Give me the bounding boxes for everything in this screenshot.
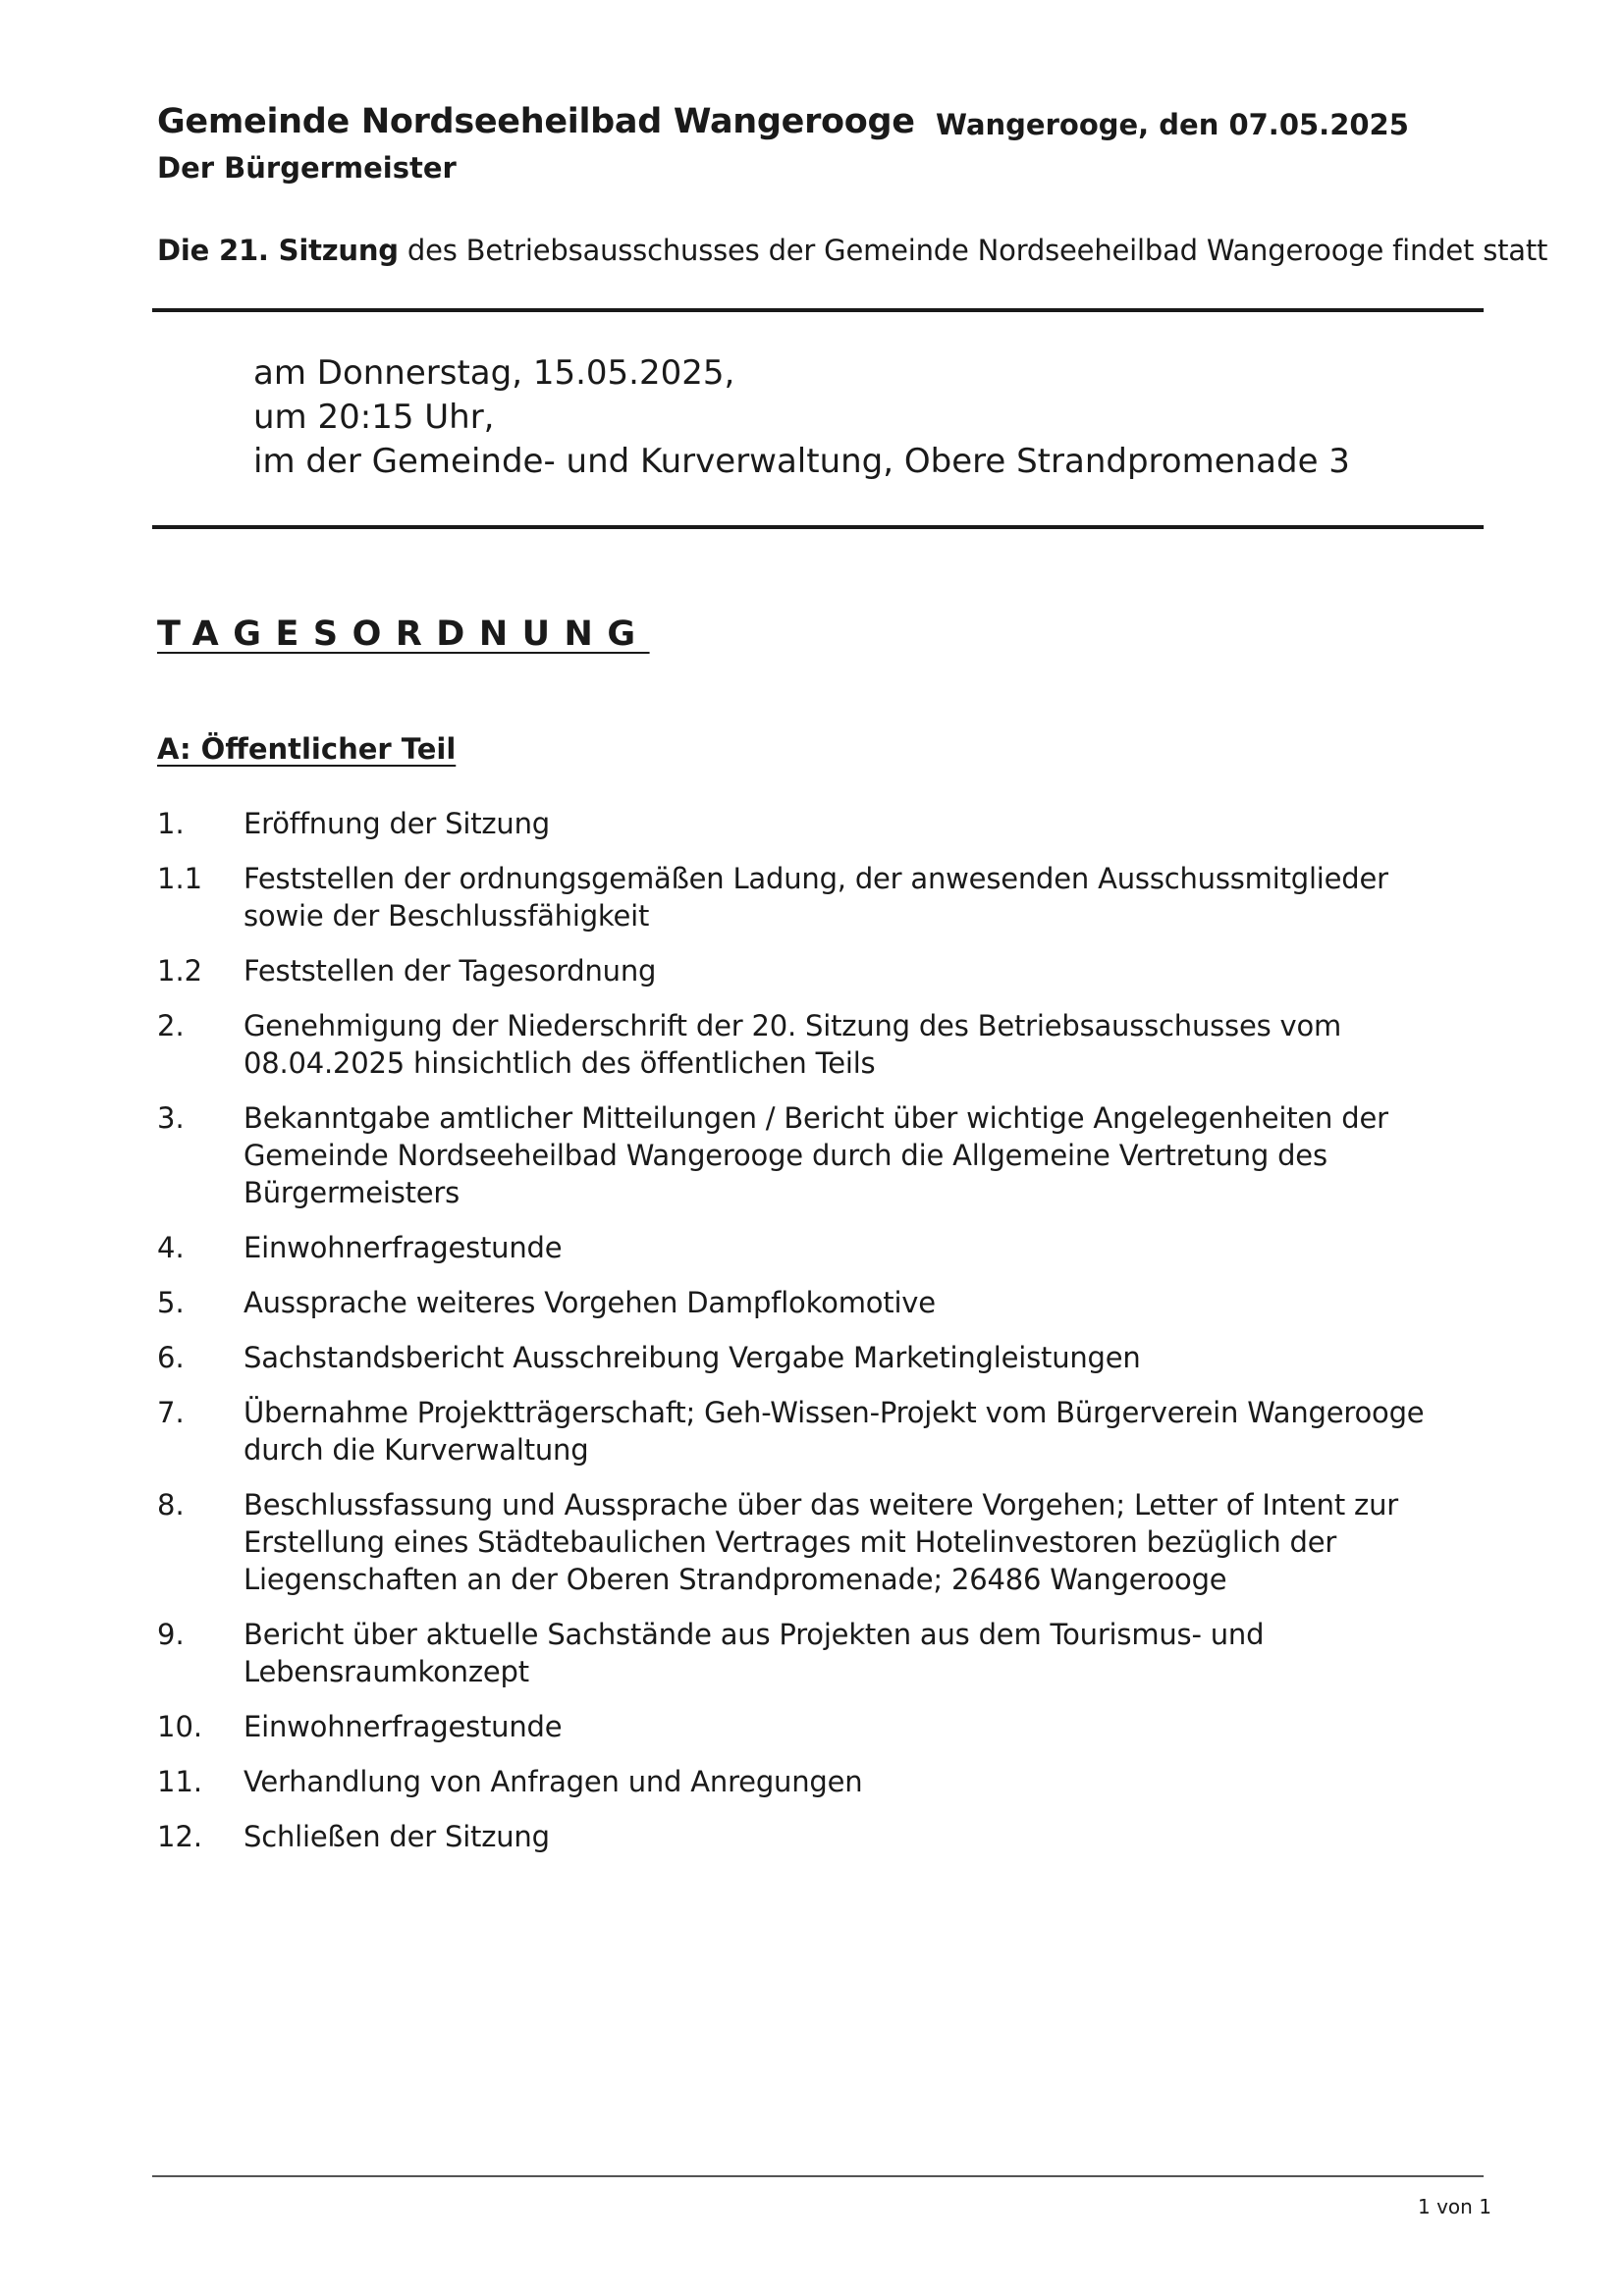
- meeting-location: im der Gemeinde- und Kurverwaltung, Obere Strandpromenade 3: [253, 442, 1350, 481]
- agenda-item-number: 1.1: [157, 862, 203, 895]
- agenda-item-text: Sachstandsbericht Ausschreibung Vergabe Marketingleistungen: [244, 1341, 1141, 1374]
- agenda-item-text: Beschlussfassung und Aussprache über das weitere Vorgehen; Letter of Intent zur Erstellung eines Städtebaulichen Vertrages mit Hotelinvestoren bezüglich der Liegenschaften an der Oberen Strandpromenade; 26486 Wangerooge: [244, 1488, 1398, 1596]
- divider-bottom: [152, 525, 1484, 529]
- agenda-item: [157, 1099, 1473, 1211]
- org-name: Gemeinde Nordseeheilbad Wangerooge: [157, 102, 915, 141]
- agenda-item-number: 10.: [157, 1710, 203, 1743]
- agenda-item: [157, 1339, 1473, 1376]
- agenda-item: [157, 1284, 1473, 1321]
- place-date: Wangerooge, den 07.05.2025: [936, 108, 1409, 141]
- agenda-item-text: Übernahme Projektträgerschaft; Geh-Wissen-Projekt vom Bürgerverein Wangerooge durch die Kurverwaltung: [244, 1396, 1425, 1467]
- agenda-item: [157, 1394, 1473, 1468]
- agenda-item-number: 8.: [157, 1488, 185, 1522]
- agenda-item: [157, 952, 1473, 989]
- section-title: A: Öffentlicher Teil: [157, 732, 457, 766]
- agenda-item-text: Aussprache weiteres Vorgehen Dampflokomotive: [244, 1286, 936, 1319]
- divider-top: [152, 308, 1484, 312]
- agenda-item: [157, 1818, 1473, 1855]
- agenda-item-number: 4.: [157, 1231, 185, 1264]
- agenda-item: [157, 1616, 1473, 1690]
- agenda-item-text: Feststellen der ordnungsgemäßen Ladung, der anwesenden Ausschussmitglieder sowie der Beschlussfähigkeit: [244, 862, 1388, 933]
- agenda-item-number: 5.: [157, 1286, 185, 1319]
- agenda-item: [157, 1229, 1473, 1266]
- agenda-item-text: Verhandlung von Anfragen und Anregungen: [244, 1765, 863, 1798]
- agenda-item-number: 2.: [157, 1009, 185, 1042]
- intro-line: [157, 234, 1547, 267]
- agenda-item: [157, 1007, 1473, 1082]
- agenda-item-text: Einwohnerfragestunde: [244, 1231, 563, 1264]
- agenda-item-number: 7.: [157, 1396, 185, 1429]
- agenda-list: [157, 805, 1473, 1873]
- footer-divider: [152, 2175, 1484, 2177]
- agenda-item: [157, 1708, 1473, 1745]
- agenda-item: [157, 805, 1473, 842]
- agenda-item-number: 1.: [157, 807, 185, 840]
- agenda-item-number: 6.: [157, 1341, 185, 1374]
- intro-rest: des Betriebsausschusses der Gemeinde Nordseeheilbad Wangerooge findet statt: [398, 234, 1548, 267]
- agenda-item-text: Bericht über aktuelle Sachstände aus Projekten aus dem Tourismus- und Lebensraumkonzept: [244, 1618, 1265, 1688]
- agenda-title: TAGESORDNUNG: [157, 614, 650, 654]
- intro-prefix: Die 21. Sitzung: [157, 234, 399, 267]
- agenda-item: [157, 860, 1473, 934]
- agenda-item-text: Feststellen der Tagesordnung: [244, 954, 657, 988]
- agenda-item: [157, 1763, 1473, 1800]
- agenda-item-text: Bekanntgabe amtlicher Mitteilungen / Bericht über wichtige Angelegenheiten der Gemeinde Nordseeheilbad Wangerooge durch die Allgemeine Vertretung des Bürgermeisters: [244, 1101, 1388, 1209]
- agenda-item-number: 12.: [157, 1820, 203, 1853]
- agenda-item-text: Schließen der Sitzung: [244, 1820, 550, 1853]
- page-number: 1 von 1: [1418, 2195, 1491, 2218]
- agenda-item: [157, 1486, 1473, 1598]
- agenda-item-number: 9.: [157, 1618, 185, 1651]
- org-subtitle: Der Bürgermeister: [157, 151, 457, 185]
- meeting-date: am Donnerstag, 15.05.2025,: [253, 353, 735, 393]
- agenda-item-number: 3.: [157, 1101, 185, 1135]
- agenda-item-number: 11.: [157, 1765, 203, 1798]
- agenda-item-text: Eröffnung der Sitzung: [244, 807, 550, 840]
- agenda-item-text: Einwohnerfragestunde: [244, 1710, 563, 1743]
- agenda-item-number: 1.2: [157, 954, 203, 988]
- agenda-item-text: Genehmigung der Niederschrift der 20. Sitzung des Betriebsausschusses vom 08.04.2025 hinsichtlich des öffentlichen Teils: [244, 1009, 1342, 1080]
- meeting-time: um 20:15 Uhr,: [253, 398, 495, 437]
